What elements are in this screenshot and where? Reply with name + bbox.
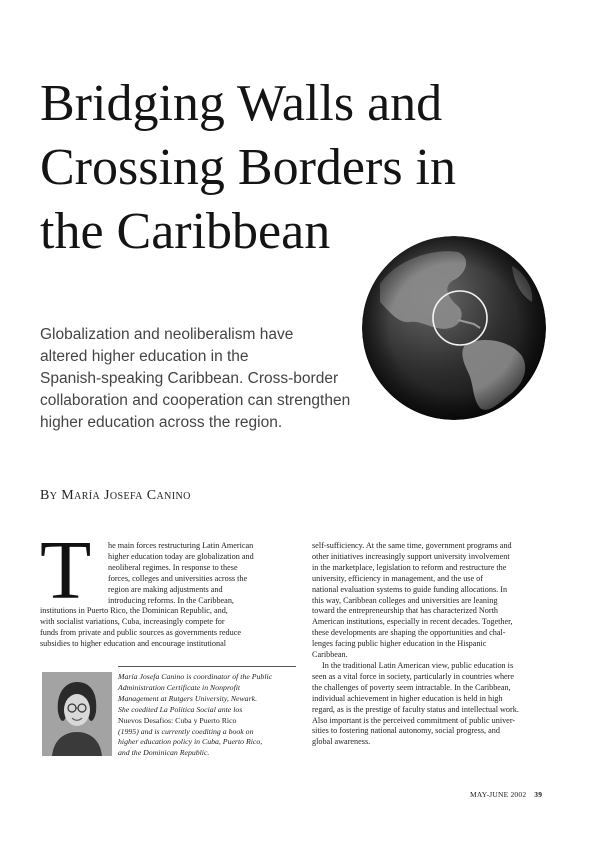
body-line: neoliberal regimes. In response to these [108, 562, 238, 572]
bio-line: Administration Certificate in Nonprofit [118, 682, 241, 692]
body-line: funds from private and public sources as governments reduce [40, 628, 241, 638]
body-column-left [40, 541, 296, 650]
body-line: with socialist variations, Cuba, increasingly compete for [40, 617, 225, 627]
body-line: institutions in Puerto Rico, the Dominican Republic, and, [40, 606, 228, 616]
body-line: American institutions, especially in recent decades. Together, [312, 617, 513, 627]
bio-divider [118, 666, 296, 667]
body-line: toward the entrepreneurship that has characterized North [312, 606, 498, 616]
bio-line: María Josefa Canino is coordinator of the Public [118, 672, 273, 681]
subtitle-line: collaboration and cooperation can strengthen [40, 392, 351, 409]
body-line: sities to fostering national autonomy, social progress, and [312, 726, 500, 736]
body-line: introducing reforms. In the Caribbean, [108, 595, 234, 605]
body-line: In the traditional Latin American view, public education is [322, 660, 514, 670]
body-line: other initiatives increasingly support university involvement [312, 551, 510, 561]
drop-cap: T [40, 524, 92, 617]
body-line: university, efficiency in management, and the use of [312, 573, 483, 583]
bio-line: Nuevos Desafios: Cuba y Puerto Rico [118, 715, 237, 725]
body-line: he main forces restructuring Latin American [108, 541, 254, 550]
title-line: Crossing Borders in [40, 139, 456, 196]
issue-date: MAY-JUNE 2002 [470, 790, 527, 799]
body-line: Caribbean. [312, 650, 348, 660]
article-subtitle [40, 324, 400, 434]
author-bio [118, 672, 302, 759]
body-line: higher education today are globalization and [108, 551, 254, 561]
body-line: Also important is the perceived commitment of public univer- [312, 715, 516, 725]
body-column-right [312, 541, 560, 748]
body-line: seen as a vital force in society, particularly in countries where [312, 671, 515, 681]
subtitle-line: higher education across the region. [40, 414, 283, 431]
author-photo [42, 672, 112, 756]
body-line: region are making adjustments and [108, 584, 223, 594]
body-line: national evaluation systems to guide funding allocations. In [312, 584, 508, 594]
body-line: subsidies to higher education and encourage institutional [40, 639, 226, 649]
body-line: individual achievement in higher education is held in high [312, 693, 503, 703]
author-portrait [42, 672, 112, 756]
subtitle-line: Globalization and neoliberalism have [40, 326, 294, 343]
author-byline: By María Josefa Canino [40, 488, 191, 503]
bio-line: higher education policy in Cuba, Puerto Rico, [118, 737, 263, 747]
body-line: forces, colleges and universities across the [108, 573, 248, 583]
title-line: the Caribbean [40, 203, 331, 260]
bio-line: Management at Rutgers University, Newark. [118, 693, 258, 703]
body-line: self-sufficiency. At the same time, government programs and [312, 541, 512, 550]
body-line: this way, Caribbean colleges and universities are leaning [312, 595, 498, 605]
bio-line: and the Dominican Republic. [118, 748, 210, 758]
body-line: lenges facing public higher education in the Hispanic [312, 639, 487, 649]
title-line: Bridging Walls and [40, 75, 443, 132]
body-line: these developments are shaping the opportunities and chal- [312, 628, 506, 638]
body-line: in the marketplace, legislation to reform and restructure the [312, 562, 507, 572]
body-line: regard, as is the prestige of faculty status and intellectual work. [312, 704, 519, 714]
body-line: the challenges of poverty seem intractable. In the Caribbean, [312, 682, 511, 692]
subtitle-line: Spanish-speaking Caribbean. Cross-border [40, 370, 339, 387]
page-number: 39 [534, 790, 543, 799]
bio-line: (1995) and is currently coediting a book on [118, 726, 254, 736]
bio-line: She coedited La Politica Social ante los [118, 704, 243, 714]
body-line: global awareness. [312, 737, 371, 747]
page-footer [470, 790, 542, 799]
subtitle-line: altered higher education in the [40, 348, 249, 365]
